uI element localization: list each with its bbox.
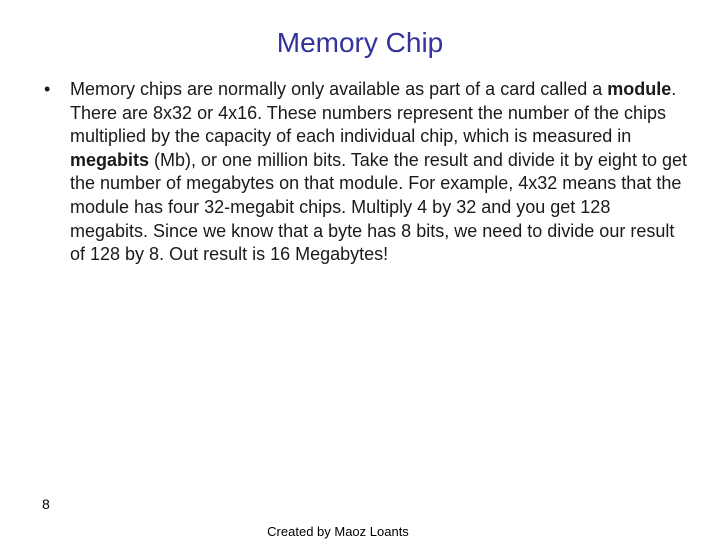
footer-credit: Created by Maoz Loants: [267, 524, 409, 539]
bullet-segment: . There are 8x32 or 4x16. These numbers represent the number of the chips multiplied by the capacity of each individual chip, which is measured in: [70, 79, 677, 147]
bullet-segment: (Mb), or one million bits. Take the result and divide it by eight to get the number of megabytes on that module. For example, 4x32 means that the module has four 32-megabit chips. Multiply 4 by 32 and you get 128 megabits. Since we know that a byte has 8 bits, we need to divide our result of 128 by 8. Out result is 16 Megabytes!: [70, 149, 687, 265]
slide-body: [42, 78, 690, 267]
bullet-marker: •: [44, 79, 51, 99]
bullet-text: [70, 79, 687, 264]
slide-title: Memory Chip: [276, 27, 444, 58]
bold-term-module: module: [607, 79, 672, 99]
bullet-segment: Memory chips are normally only available as part of a card called a: [70, 79, 608, 99]
bullet-item: [42, 78, 690, 267]
bold-term-megabits: megabits: [70, 149, 150, 170]
slide-number: 8: [42, 496, 50, 512]
